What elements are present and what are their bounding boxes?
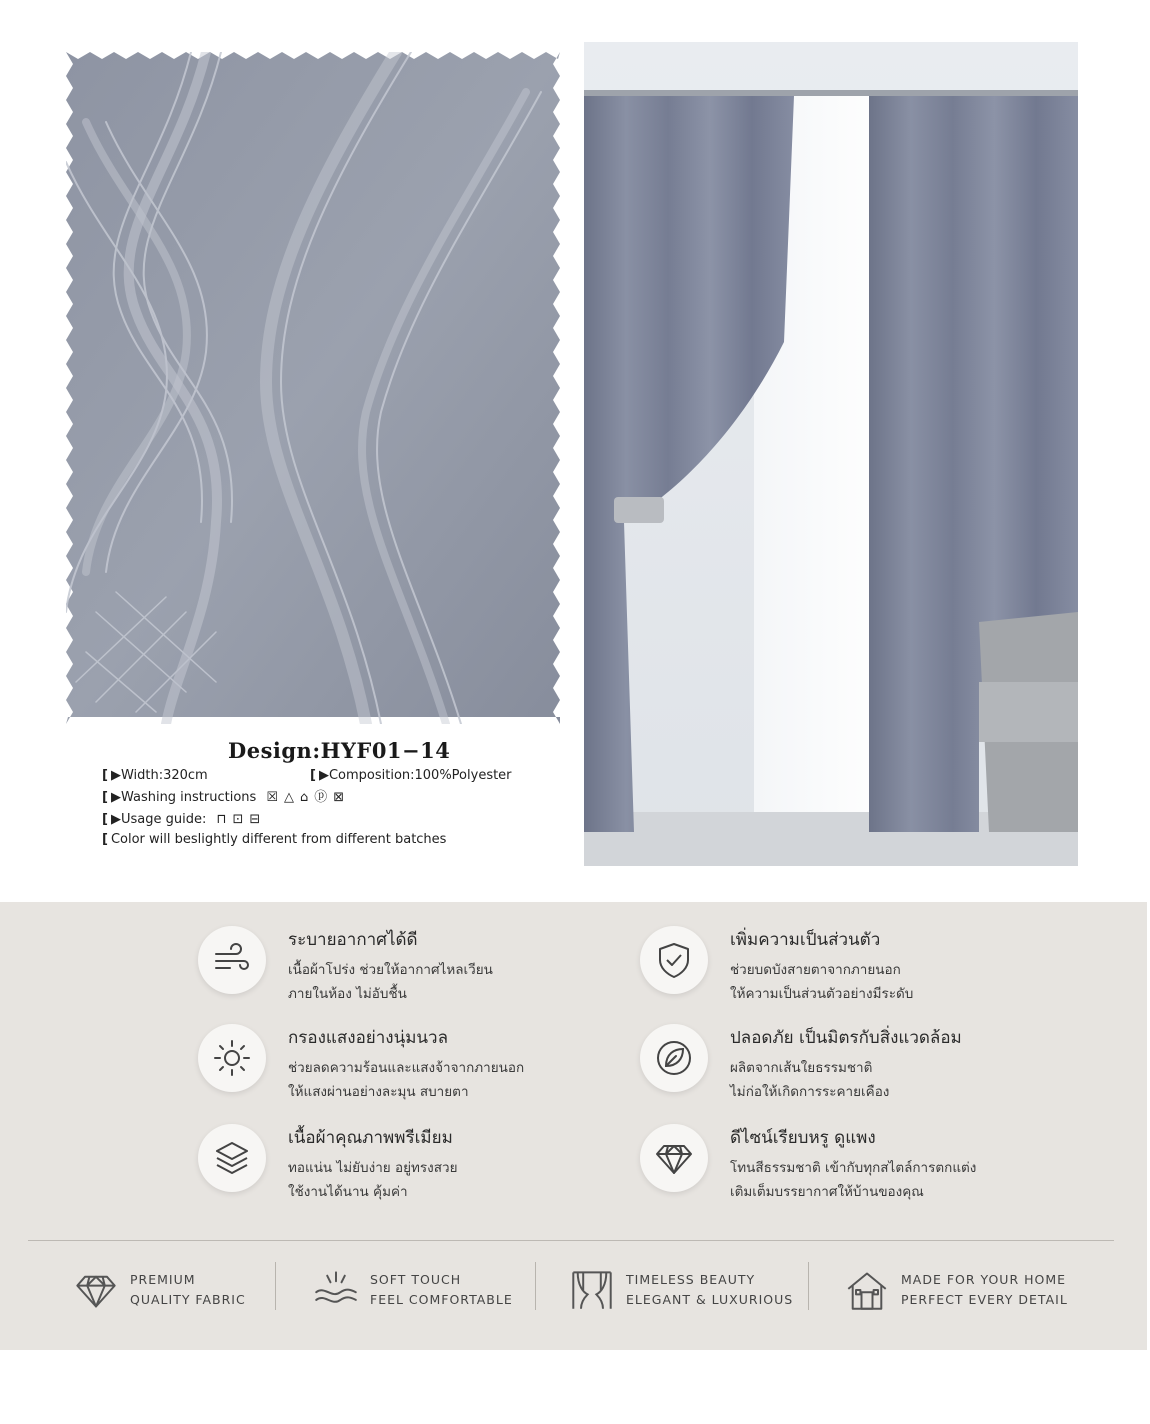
- wind-icon: [198, 926, 266, 994]
- spec-width: [ ▶Width:320cm: [102, 768, 208, 783]
- feature-breathable: ระบายอากาศได้ดี เนื้อผ้าโปร่ง ช่วยให้อากาศไหลเวียน ภายในห้อง ไม่อับชื้น: [198, 926, 638, 1016]
- spec-composition: [ ▶Composition:100%Polyester: [310, 768, 512, 783]
- sun-icon: [198, 1024, 266, 1092]
- diamond-icon: [74, 1268, 118, 1312]
- badge-separator: [535, 1262, 536, 1310]
- spec-washing: [ ▶Washing instructions ☒△⌂ⓟ⊠: [102, 790, 351, 805]
- diamond-icon: [640, 1124, 708, 1192]
- layers-icon: [198, 1124, 266, 1192]
- usage-guide-icons: ⊓⊡⊟: [216, 812, 267, 827]
- design-code: Design:HYF01−14: [228, 738, 451, 763]
- curtain-icon: [570, 1268, 614, 1312]
- feature-privacy: เพิ่มความเป็นส่วนตัว ช่วยบดบังสายตาจากภายนอก ให้ความเป็นส่วนตัวอย่างมีระดับ: [640, 926, 1080, 1016]
- fabric-swatch-image: [66, 52, 560, 724]
- feature-premium-fabric: เนื้อผ้าคุณภาพพรีเมียม ทอแน่น ไม่ยับง่าย อยู่ทรงสวย ใช้งานได้นาน คุ้มค่า: [198, 1124, 638, 1214]
- washing-care-icons: ☒△⌂ⓟ⊠: [266, 790, 351, 805]
- soft-touch-icon: [314, 1268, 358, 1312]
- spec-color-note: [ Color will beslightly different from different batches: [102, 832, 447, 847]
- feature-luxury-design: ดีไซน์เรียบหรู ดูแพง โทนสีธรรมชาติ เข้ากับทุกสไตล์การตกแต่ง เติมเต็มบรรยากาศให้บ้านของคุณ: [640, 1124, 1080, 1214]
- curtain-room-photo: [584, 42, 1078, 866]
- shield-check-icon: [640, 926, 708, 994]
- feature-light-filter: กรองแสงอย่างนุ่มนวล ช่วยลดความร้อนและแสงจ้าจากภายนอก ให้แสงผ่านอย่างละมุน สบายตา: [198, 1024, 638, 1114]
- home-icon: [845, 1268, 889, 1312]
- leaf-icon: [640, 1024, 708, 1092]
- feature-eco-safe: ปลอดภัย เป็นมิตรกับสิ่งแวดล้อม ผลิตจากเส้นใยธรรมชาติ ไม่ก่อให้เกิดการระคายเคือง: [640, 1024, 1080, 1114]
- badge-separator: [275, 1262, 276, 1310]
- spec-usage: [ ▶Usage guide: ⊓⊡⊟: [102, 812, 267, 827]
- badge-separator: [808, 1262, 809, 1310]
- section-divider: [28, 1240, 1114, 1241]
